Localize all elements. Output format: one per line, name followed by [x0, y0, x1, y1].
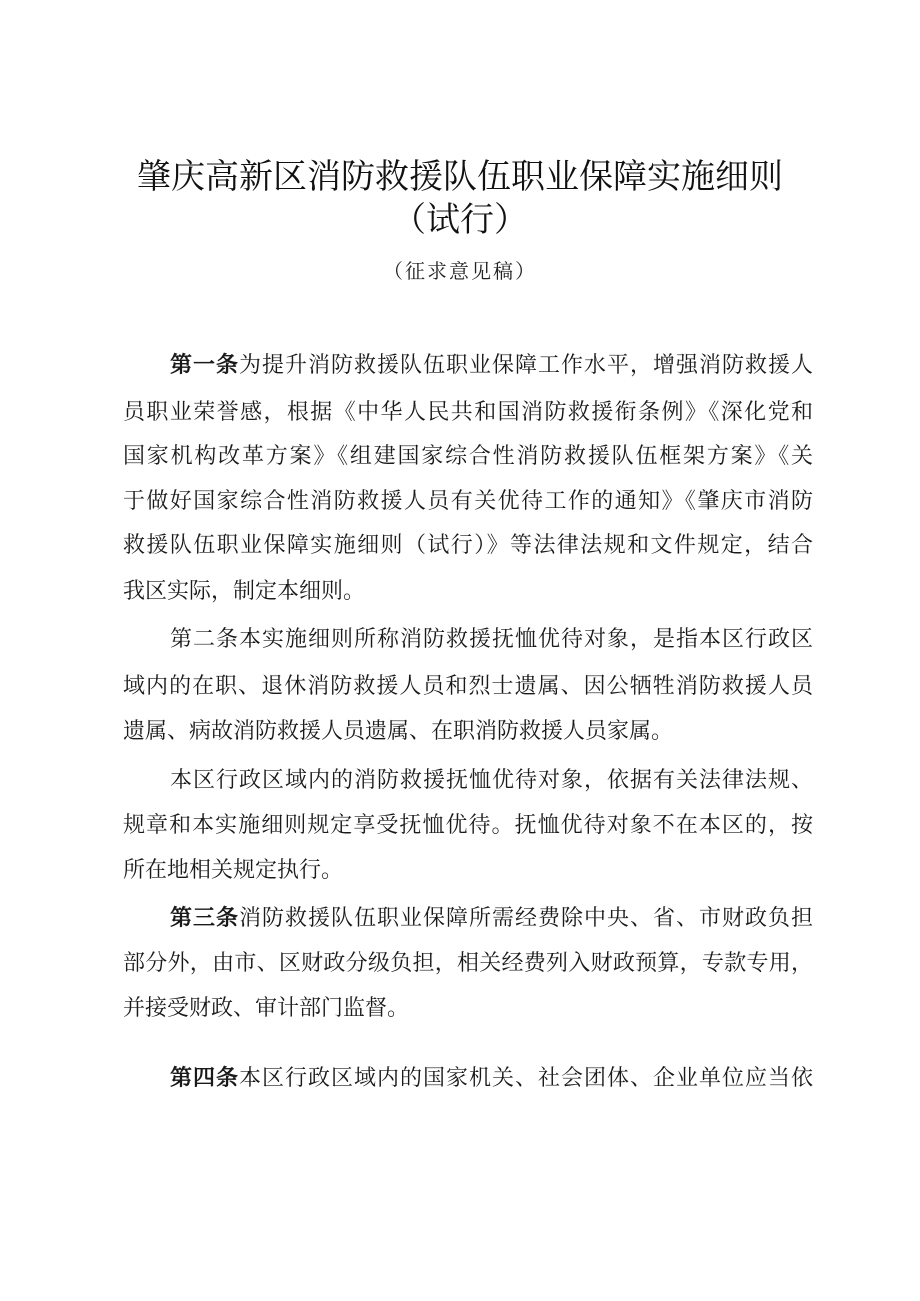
article-2-line-3: 遗属、病故消防救援人员遗属、在职消防救援人员家属。: [123, 719, 674, 744]
article-1-line-1: 第一条为提升消防救援队伍职业保障工作水平，增强消防救援人: [170, 353, 813, 378]
article-3-label: 第三条: [170, 906, 239, 931]
article-1-line-6: 我区实际，制定本细则。: [123, 579, 366, 604]
article-2-line-2: 域内的在职、退休消防救援人员和烈士遗属、因公牺牲消防救援人员: [123, 674, 813, 699]
article-4-label: 第四条: [170, 1066, 239, 1091]
article-2b-line-3: 所在地相关规定执行。: [123, 858, 344, 883]
document-subtitle: （征求意见稿）: [383, 259, 537, 283]
document-title: 肇庆高新区消防救援队伍职业保障实施细则: [137, 157, 783, 197]
article-1-label: 第一条: [170, 353, 239, 378]
article-3-line-3: 并接受财政、审计部门监督。: [123, 996, 410, 1021]
article-1-line-4: 于做好国家综合性消防救援人员有关优待工作的通知》《肇庆市消防: [123, 489, 813, 514]
article-2b-line-1: 本区行政区域内的消防救援抚恤优待对象，依据有关法律法规、: [170, 768, 813, 793]
document-title-trial: （试行）: [392, 200, 528, 240]
article-3-line-2: 部分外，由市、区财政分级负担，相关经费列入财政预算，专款专用，: [123, 951, 813, 976]
article-3-line-1: 第三条消防救援队伍职业保障所需经费除中央、省、市财政负担: [170, 906, 813, 931]
article-1-line-2: 员职业荣誉感，根据《中华人民共和国消防救援衔条例》《深化党和: [123, 400, 813, 425]
article-1-line-3: 国家机构改革方案》《组建国家综合性消防救援队伍框架方案》《关: [123, 444, 813, 469]
article-2b-line-2: 规章和本实施细则规定享受抚恤优待。抚恤优待对象不在本区的，按: [123, 813, 813, 838]
article-2-line-1: 第二条本实施细则所称消防救援抚恤优待对象，是指本区行政区: [170, 627, 813, 652]
article-4-line-1: 第四条本区行政区域内的国家机关、社会团体、企业单位应当依: [170, 1066, 813, 1091]
article-1-line-5: 救援队伍职业保障实施细则（试行）》等法律法规和文件规定，结合: [123, 533, 813, 558]
